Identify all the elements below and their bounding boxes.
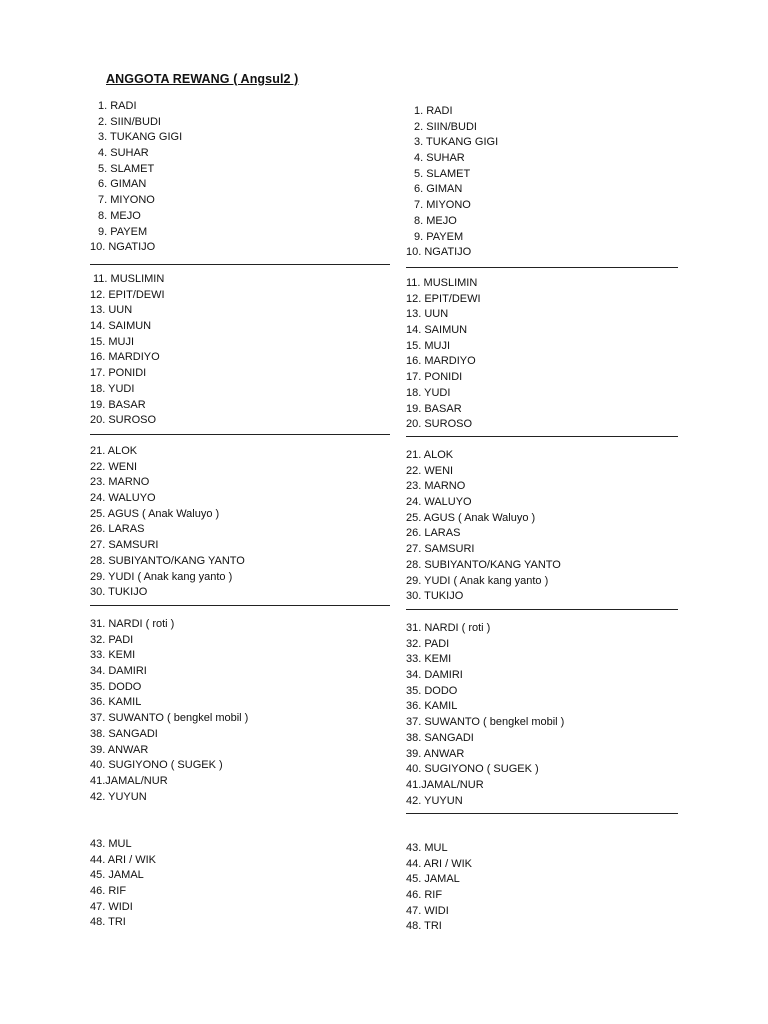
- list-item: 27. SAMSURI: [406, 543, 475, 556]
- list-item: 37. SUWANTO ( bengkel mobil ): [406, 716, 565, 729]
- list-item: 31. NARDI ( roti ): [406, 622, 491, 634]
- list-item: 30. TUKIJO: [406, 590, 464, 603]
- list-item: 46. RIF: [406, 889, 443, 902]
- list-item: 6. GIMAN: [414, 183, 463, 196]
- list-item: 30. TUKIJO: [90, 586, 148, 599]
- list-item: 10. NGATIJO: [90, 241, 156, 254]
- section-divider: [90, 264, 390, 265]
- list-item: 26. LARAS: [406, 527, 461, 540]
- list-item: 4. SUHAR: [98, 147, 149, 160]
- list-item: 28. SUBIYANTO/KANG YANTO: [406, 558, 561, 571]
- list-item: 38. SANGADI: [90, 727, 158, 740]
- list-item: 35. DODO: [406, 684, 458, 697]
- list-item: 29. YUDI ( Anak kang yanto ): [90, 570, 233, 583]
- section-divider: [406, 609, 678, 610]
- list-item: 17. PONIDI: [406, 371, 463, 384]
- list-item: 27. SAMSURI: [90, 539, 159, 552]
- list-item: 31. NARDI ( roti ): [90, 618, 175, 630]
- left-group-3: [90, 444, 245, 601]
- list-item: 5. SLAMET: [98, 162, 155, 175]
- right-group-3: [406, 448, 561, 605]
- list-item: 3. TUKANG GIGI: [414, 136, 499, 149]
- list-item: 44. ARI / WIK: [90, 853, 157, 866]
- list-item: 44. ARI / WIK: [406, 857, 473, 870]
- list-item: 15. MUJI: [90, 335, 135, 348]
- left-group-1: [90, 99, 182, 256]
- list-item: 36. KAMIL: [90, 696, 142, 709]
- list-item: 48. TRI: [90, 916, 126, 929]
- left-group-5: [90, 837, 156, 931]
- list-item: 21. ALOK: [90, 445, 138, 457]
- list-item: 12. EPIT/DEWI: [90, 288, 165, 301]
- list-item: 11. MUSLIMIN: [406, 277, 478, 289]
- list-item: 4. SUHAR: [414, 152, 465, 165]
- list-item: 16. MARDIYO: [406, 355, 476, 368]
- right-group-2: [406, 276, 481, 433]
- page-title: ANGGOTA REWANG ( Angsul2 ): [106, 72, 299, 86]
- right-group-4: [406, 621, 564, 809]
- list-item: 23. MARNO: [90, 476, 150, 489]
- list-item: 43. MUL: [90, 838, 132, 850]
- list-item: 46. RIF: [90, 885, 127, 898]
- list-item: 1. RADI: [98, 100, 137, 112]
- list-item: 3. TUKANG GIGI: [98, 131, 183, 144]
- section-divider: [406, 813, 678, 814]
- list-item: 16. MARDIYO: [90, 351, 160, 364]
- list-item: 22. WENI: [90, 460, 138, 473]
- list-item: 40. SUGIYONO ( SUGEK ): [406, 763, 539, 776]
- list-item: 32. PADI: [406, 637, 450, 650]
- right-group-1: [406, 104, 498, 261]
- list-item: 47. WIDI: [406, 904, 449, 917]
- list-item: 45. JAMAL: [90, 869, 144, 882]
- list-item: 36. KAMIL: [406, 700, 458, 713]
- left-group-2: [90, 272, 165, 429]
- list-item: 42. YUYUN: [90, 790, 147, 803]
- list-item: 2. SIIN/BUDI: [98, 115, 161, 128]
- list-item: 18. YUDI: [90, 382, 135, 395]
- list-item: 22. WENI: [406, 464, 454, 477]
- list-item: 13. UUN: [90, 304, 133, 317]
- list-item: 32. PADI: [90, 633, 134, 646]
- list-item: 35. DODO: [90, 680, 142, 693]
- list-item: 40. SUGIYONO ( SUGEK ): [90, 759, 223, 772]
- list-item: 24. WALUYO: [406, 496, 472, 509]
- list-item: 45. JAMAL: [406, 873, 460, 886]
- list-item: 21. ALOK: [406, 449, 454, 461]
- list-item: 12. EPIT/DEWI: [406, 292, 481, 305]
- list-item: 25. AGUS ( Anak Waluyo ): [406, 511, 536, 524]
- list-item: 6. GIMAN: [98, 178, 147, 191]
- list-item: 8. MEJO: [414, 214, 457, 227]
- list-item: 14. SAIMUN: [90, 320, 152, 333]
- list-item: 15. MUJI: [406, 339, 451, 352]
- section-divider: [406, 267, 678, 268]
- list-item: 42. YUYUN: [406, 794, 463, 807]
- list-item: 33. KEMI: [90, 649, 136, 662]
- list-item: 33. KEMI: [406, 653, 452, 666]
- list-item: 17. PONIDI: [90, 367, 147, 380]
- list-item: 5. SLAMET: [414, 167, 471, 180]
- list-item: 9. PAYEM: [98, 225, 148, 238]
- list-item: 20. SUROSO: [90, 414, 157, 427]
- left-group-4: [90, 617, 248, 805]
- section-divider: [90, 434, 390, 435]
- list-item: 37. SUWANTO ( bengkel mobil ): [90, 712, 249, 725]
- list-item: 11. MUSLIMIN: [93, 273, 165, 285]
- list-item: 7. MIYONO: [98, 194, 155, 207]
- section-divider: [90, 605, 390, 606]
- list-item: 19. BASAR: [90, 398, 146, 411]
- list-item: 13. UUN: [406, 308, 449, 321]
- list-item: 43. MUL: [406, 842, 448, 854]
- list-item: 1. RADI: [414, 105, 453, 117]
- list-item: 29. YUDI ( Anak kang yanto ): [406, 574, 549, 587]
- list-item: 39. ANWAR: [90, 743, 149, 756]
- list-item: 14. SAIMUN: [406, 324, 468, 337]
- list-item: 26. LARAS: [90, 523, 145, 536]
- list-item: 19. BASAR: [406, 402, 462, 415]
- list-item: 20. SUROSO: [406, 418, 473, 431]
- list-item: 34. DAMIRI: [406, 669, 463, 682]
- list-item: 34. DAMIRI: [90, 665, 147, 678]
- list-item: 38. SANGADI: [406, 731, 474, 744]
- list-item: 41.JAMAL/NUR: [90, 774, 168, 787]
- list-item: 28. SUBIYANTO/KANG YANTO: [90, 554, 245, 567]
- list-item: 24. WALUYO: [90, 492, 156, 505]
- right-group-5: [406, 841, 472, 935]
- list-item: 41.JAMAL/NUR: [406, 778, 484, 791]
- list-item: 8. MEJO: [98, 209, 141, 222]
- list-item: 10. NGATIJO: [406, 246, 472, 259]
- list-item: 39. ANWAR: [406, 747, 465, 760]
- list-item: 7. MIYONO: [414, 199, 471, 212]
- list-item: 2. SIIN/BUDI: [414, 120, 477, 133]
- list-item: 23. MARNO: [406, 480, 466, 493]
- list-item: 9. PAYEM: [414, 230, 464, 243]
- list-item: 25. AGUS ( Anak Waluyo ): [90, 507, 220, 520]
- list-item: 18. YUDI: [406, 386, 451, 399]
- list-item: 47. WIDI: [90, 900, 133, 913]
- section-divider: [406, 436, 678, 437]
- list-item: 48. TRI: [406, 920, 442, 933]
